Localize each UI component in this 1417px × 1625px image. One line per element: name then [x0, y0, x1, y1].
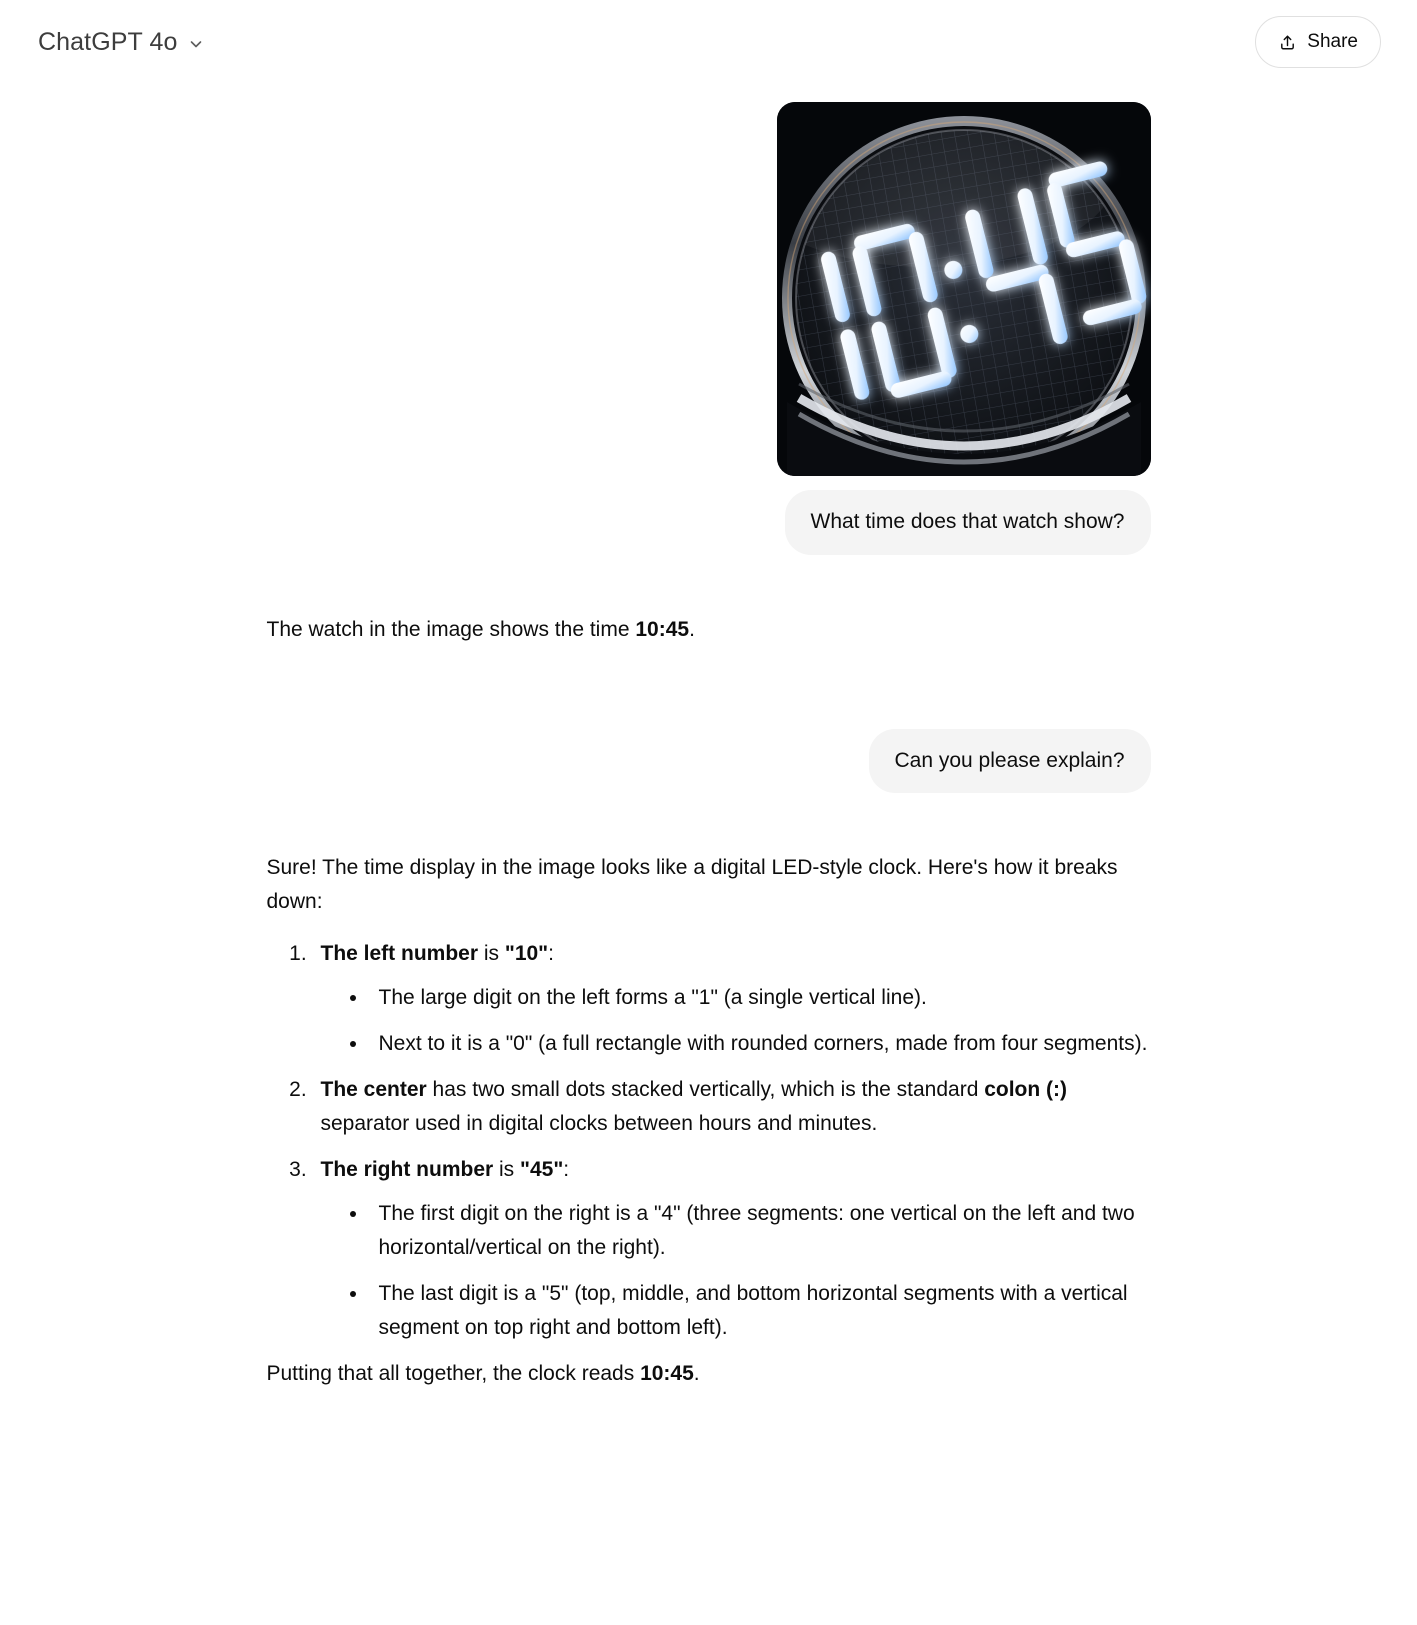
share-button[interactable]	[1255, 16, 1381, 68]
top-bar	[0, 0, 1417, 84]
assistant-message-1	[267, 613, 1151, 647]
explanation-closing	[267, 1357, 1151, 1391]
step-value-bold: colon (:)	[984, 1078, 1068, 1102]
explanation-steps	[267, 937, 1151, 1345]
step-lead-rest: has two small dots stacked vertically, which is the standard	[426, 1078, 985, 1102]
step-lead-bold: The right number	[320, 1158, 494, 1182]
user-message-2	[267, 715, 1151, 794]
attached-image-watch[interactable]	[777, 102, 1151, 476]
assistant-text-tail: .	[689, 617, 695, 641]
step-lead-bold: The center	[320, 1078, 427, 1102]
assistant-time-value: 10:45	[635, 617, 690, 641]
user-message-bubble: What time does that watch show?	[785, 490, 1151, 555]
assistant-message-2	[267, 851, 1151, 1391]
closing-time-value: 10:45	[640, 1362, 694, 1386]
chevron-down-icon	[188, 36, 204, 52]
list-item: • Next to it is a "0" (a full rectangle with rounded corners, made from four segments).	[369, 1027, 1151, 1061]
model-switcher[interactable]	[36, 22, 214, 63]
list-item	[313, 1153, 1151, 1345]
spacer	[267, 653, 1151, 715]
user-message-bubble: Can you please explain?	[869, 729, 1151, 794]
step-tail: :	[548, 942, 554, 966]
closing-post: .	[693, 1362, 700, 1386]
step-sublist	[321, 981, 1151, 1061]
list-item	[313, 937, 1151, 1061]
step-lead-rest: is	[493, 1158, 521, 1182]
step-tail: separator used in digital clocks between hours and minutes.	[320, 1112, 878, 1136]
list-item: • The first digit on the right is a "4" (three segments: one vertical on the left and two horizontal/vertical on the right).	[369, 1197, 1151, 1265]
model-name-label: ChatGPT 4o	[38, 27, 178, 56]
share-upload-icon	[1278, 33, 1297, 52]
step-sublist	[321, 1197, 1151, 1345]
assistant-text-lead: The watch in the image shows the time	[266, 617, 636, 641]
step-tail: :	[563, 1158, 570, 1182]
list-item	[313, 1073, 1151, 1141]
conversation-thread	[267, 84, 1151, 1391]
share-button-label: Share	[1307, 31, 1358, 52]
list-item: • The last digit is a "5" (top, middle, and bottom horizontal segments with a vertical segment on top right and bottom left).	[369, 1277, 1151, 1345]
step-value-bold: "10"	[504, 942, 549, 966]
user-message-1	[267, 102, 1151, 555]
step-lead-bold: The left number	[320, 942, 479, 966]
closing-pre: Putting that all together, the clock reads	[266, 1362, 641, 1386]
step-value-bold: "45"	[520, 1158, 564, 1182]
step-lead-rest: is	[478, 942, 505, 966]
list-item: • The large digit on the left forms a "1" (a single vertical line).	[369, 981, 1151, 1015]
explanation-intro: Sure! The time display in the image looks like a digital LED-style clock. Here's how it breaks down:	[266, 856, 1118, 914]
